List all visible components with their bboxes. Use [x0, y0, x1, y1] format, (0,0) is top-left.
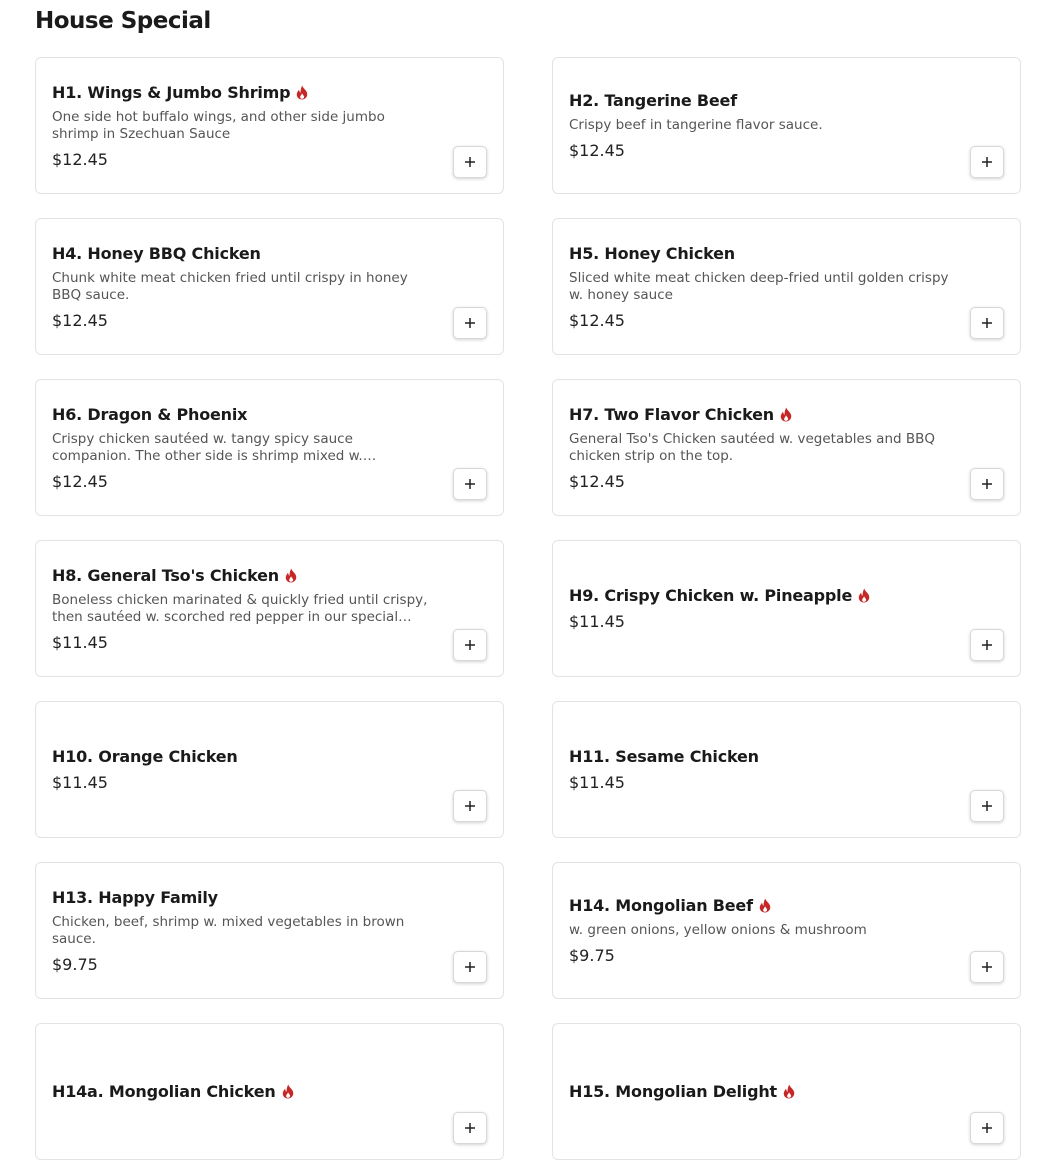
- plus-icon: [981, 639, 993, 651]
- add-to-cart-button[interactable]: [453, 951, 487, 983]
- menu-item-price: $9.75: [569, 946, 615, 965]
- menu-item-card[interactable]: [35, 1023, 504, 1160]
- menu-item-name: H11. Sesame Chicken: [569, 747, 759, 766]
- menu-item-card[interactable]: [35, 57, 504, 194]
- add-to-cart-button[interactable]: [453, 307, 487, 339]
- menu-item-info: [569, 541, 950, 676]
- menu-item-name-row: [569, 747, 950, 766]
- plus-icon: [464, 1122, 476, 1134]
- menu-item-card[interactable]: [35, 218, 504, 355]
- menu-item-name: H2. Tangerine Beef: [569, 91, 737, 110]
- menu-item-card[interactable]: [552, 701, 1021, 838]
- spicy-flame-icon: [285, 568, 297, 583]
- menu-item-price: $11.45: [52, 632, 108, 652]
- plus-icon: [981, 1122, 993, 1134]
- add-to-cart-button[interactable]: [453, 468, 487, 500]
- menu-item-card[interactable]: [552, 57, 1021, 194]
- menu-item-description: Crispy chicken sautéed w. tangy spicy sauce companion. The other side is shrimp mixed w.: [52, 430, 363, 464]
- menu-item-description: Chicken, beef, shrimp w. mixed vegetables in brown sauce.: [52, 913, 405, 947]
- plus-icon: [464, 961, 476, 973]
- menu-item-card[interactable]: [552, 218, 1021, 355]
- spicy-flame-icon: [296, 85, 308, 100]
- menu-item-name-row: [52, 747, 433, 766]
- menu-item-name-row: [52, 888, 433, 907]
- menu-item-price: $12.45: [52, 310, 108, 330]
- menu-item-card[interactable]: [35, 862, 504, 999]
- add-to-cart-button[interactable]: [970, 307, 1004, 339]
- menu-item-description: One side hot buffalo wings, and other side jumbo shrimp in Szechuan Sauce: [52, 108, 385, 142]
- menu-item-description: Crispy beef in tangerine flavor sauce.: [569, 117, 823, 133]
- menu-item-description: Chunk white meat chicken fried until crispy in honey BBQ sauce.: [52, 269, 408, 303]
- plus-icon: [464, 800, 476, 812]
- menu-item-info: [52, 219, 433, 354]
- add-to-cart-button[interactable]: [970, 951, 1004, 983]
- add-to-cart-button[interactable]: [453, 790, 487, 822]
- menu-item-info: [52, 58, 433, 193]
- menu-item-name: H8. General Tso's Chicken: [52, 565, 279, 585]
- menu-item-name-row: [569, 91, 950, 110]
- add-to-cart-button[interactable]: [970, 468, 1004, 500]
- menu-item-price: $12.45: [569, 141, 625, 160]
- menu-item-price: $12.45: [569, 310, 625, 330]
- menu-item-description: General Tso's Chicken sautéed w. vegetables and BBQ chicken strip on the top.: [569, 430, 936, 464]
- plus-icon: [464, 478, 476, 490]
- menu-item-info: [52, 863, 433, 998]
- menu-item-name-row: [52, 1082, 433, 1101]
- menu-item-name-row: [52, 566, 433, 585]
- menu-item-price: $11.45: [52, 773, 108, 792]
- add-to-cart-button[interactable]: [453, 629, 487, 661]
- menu-item-price: $9.75: [52, 954, 98, 974]
- menu-item-name-row: [569, 586, 950, 605]
- menu-item-name: H7. Two Flavor Chicken: [569, 404, 774, 424]
- spicy-flame-icon: [858, 588, 870, 603]
- spicy-flame-icon: [282, 1084, 294, 1099]
- menu-item-name: H14. Mongolian Beef: [569, 896, 753, 915]
- menu-item-name: H15. Mongolian Delight: [569, 1082, 777, 1101]
- menu-item-name-row: [52, 83, 433, 102]
- menu-item-description: Sliced white meat chicken deep-fried until golden crispy w. honey sauce: [569, 269, 949, 303]
- add-to-cart-button[interactable]: [970, 790, 1004, 822]
- plus-icon: [464, 639, 476, 651]
- menu-item-name-row: [52, 405, 433, 424]
- menu-item-card[interactable]: [552, 862, 1021, 999]
- spicy-flame-icon: [759, 898, 771, 913]
- add-to-cart-button[interactable]: [970, 629, 1004, 661]
- menu-item-card[interactable]: [552, 540, 1021, 677]
- add-to-cart-button[interactable]: [453, 146, 487, 178]
- menu-item-name: H9. Crispy Chicken w. Pineapple: [569, 586, 853, 605]
- menu-item-card[interactable]: [552, 379, 1021, 516]
- menu-item-name-row: [52, 244, 433, 263]
- menu-item-name-row: [569, 244, 950, 263]
- add-to-cart-button[interactable]: [970, 146, 1004, 178]
- section-title: House Special: [35, 8, 211, 34]
- plus-icon: [981, 800, 993, 812]
- menu-item-price: $12.45: [52, 471, 108, 491]
- menu-item-info: [569, 1024, 950, 1159]
- menu-item-info: [569, 219, 950, 354]
- plus-icon: [981, 478, 993, 490]
- menu-item-price: $11.45: [569, 773, 625, 792]
- plus-icon: [464, 156, 476, 168]
- menu-item-price: $12.45: [569, 471, 625, 491]
- menu-item-name: H6. Dragon & Phoenix: [52, 404, 248, 424]
- menu-item-info: [569, 863, 950, 998]
- menu-item-name: H5. Honey Chicken: [569, 243, 735, 263]
- menu-item-card[interactable]: [35, 540, 504, 677]
- menu-item-name: H4. Honey BBQ Chicken: [52, 243, 261, 263]
- menu-item-name-row: [569, 896, 950, 915]
- menu-item-name-row: [569, 1082, 950, 1101]
- menu-item-info: [52, 541, 433, 676]
- menu-item-card[interactable]: [552, 1023, 1021, 1160]
- menu-item-price: $11.45: [569, 612, 625, 631]
- menu-item-info: [569, 702, 950, 837]
- menu-item-name: H13. Happy Family: [52, 887, 218, 907]
- menu-item-card[interactable]: [35, 379, 504, 516]
- menu-grid: [35, 57, 1021, 1160]
- menu-item-info: [52, 380, 433, 515]
- menu-item-description: Boneless chicken marinated & quickly fried until crispy, then sautéed w. scorched red pepper in our special: [52, 591, 428, 625]
- spicy-flame-icon: [780, 407, 792, 422]
- plus-icon: [981, 961, 993, 973]
- menu-item-info: [52, 1024, 433, 1159]
- plus-icon: [981, 317, 993, 329]
- menu-item-info: [52, 702, 433, 837]
- plus-icon: [464, 317, 476, 329]
- menu-item-name-row: [569, 405, 950, 424]
- menu-item-card[interactable]: [35, 701, 504, 838]
- menu-item-description: w. green onions, yellow onions & mushroom: [569, 922, 867, 938]
- plus-icon: [981, 156, 993, 168]
- menu-item-name: H10. Orange Chicken: [52, 747, 238, 766]
- menu-item-name: H1. Wings & Jumbo Shrimp: [52, 82, 291, 102]
- add-to-cart-button[interactable]: [970, 1112, 1004, 1144]
- menu-item-name: H14a. Mongolian Chicken: [52, 1082, 276, 1101]
- menu-item-info: [569, 58, 950, 193]
- menu-item-info: [569, 380, 950, 515]
- add-to-cart-button[interactable]: [453, 1112, 487, 1144]
- menu-item-price: $12.45: [52, 149, 108, 169]
- spicy-flame-icon: [783, 1084, 795, 1099]
